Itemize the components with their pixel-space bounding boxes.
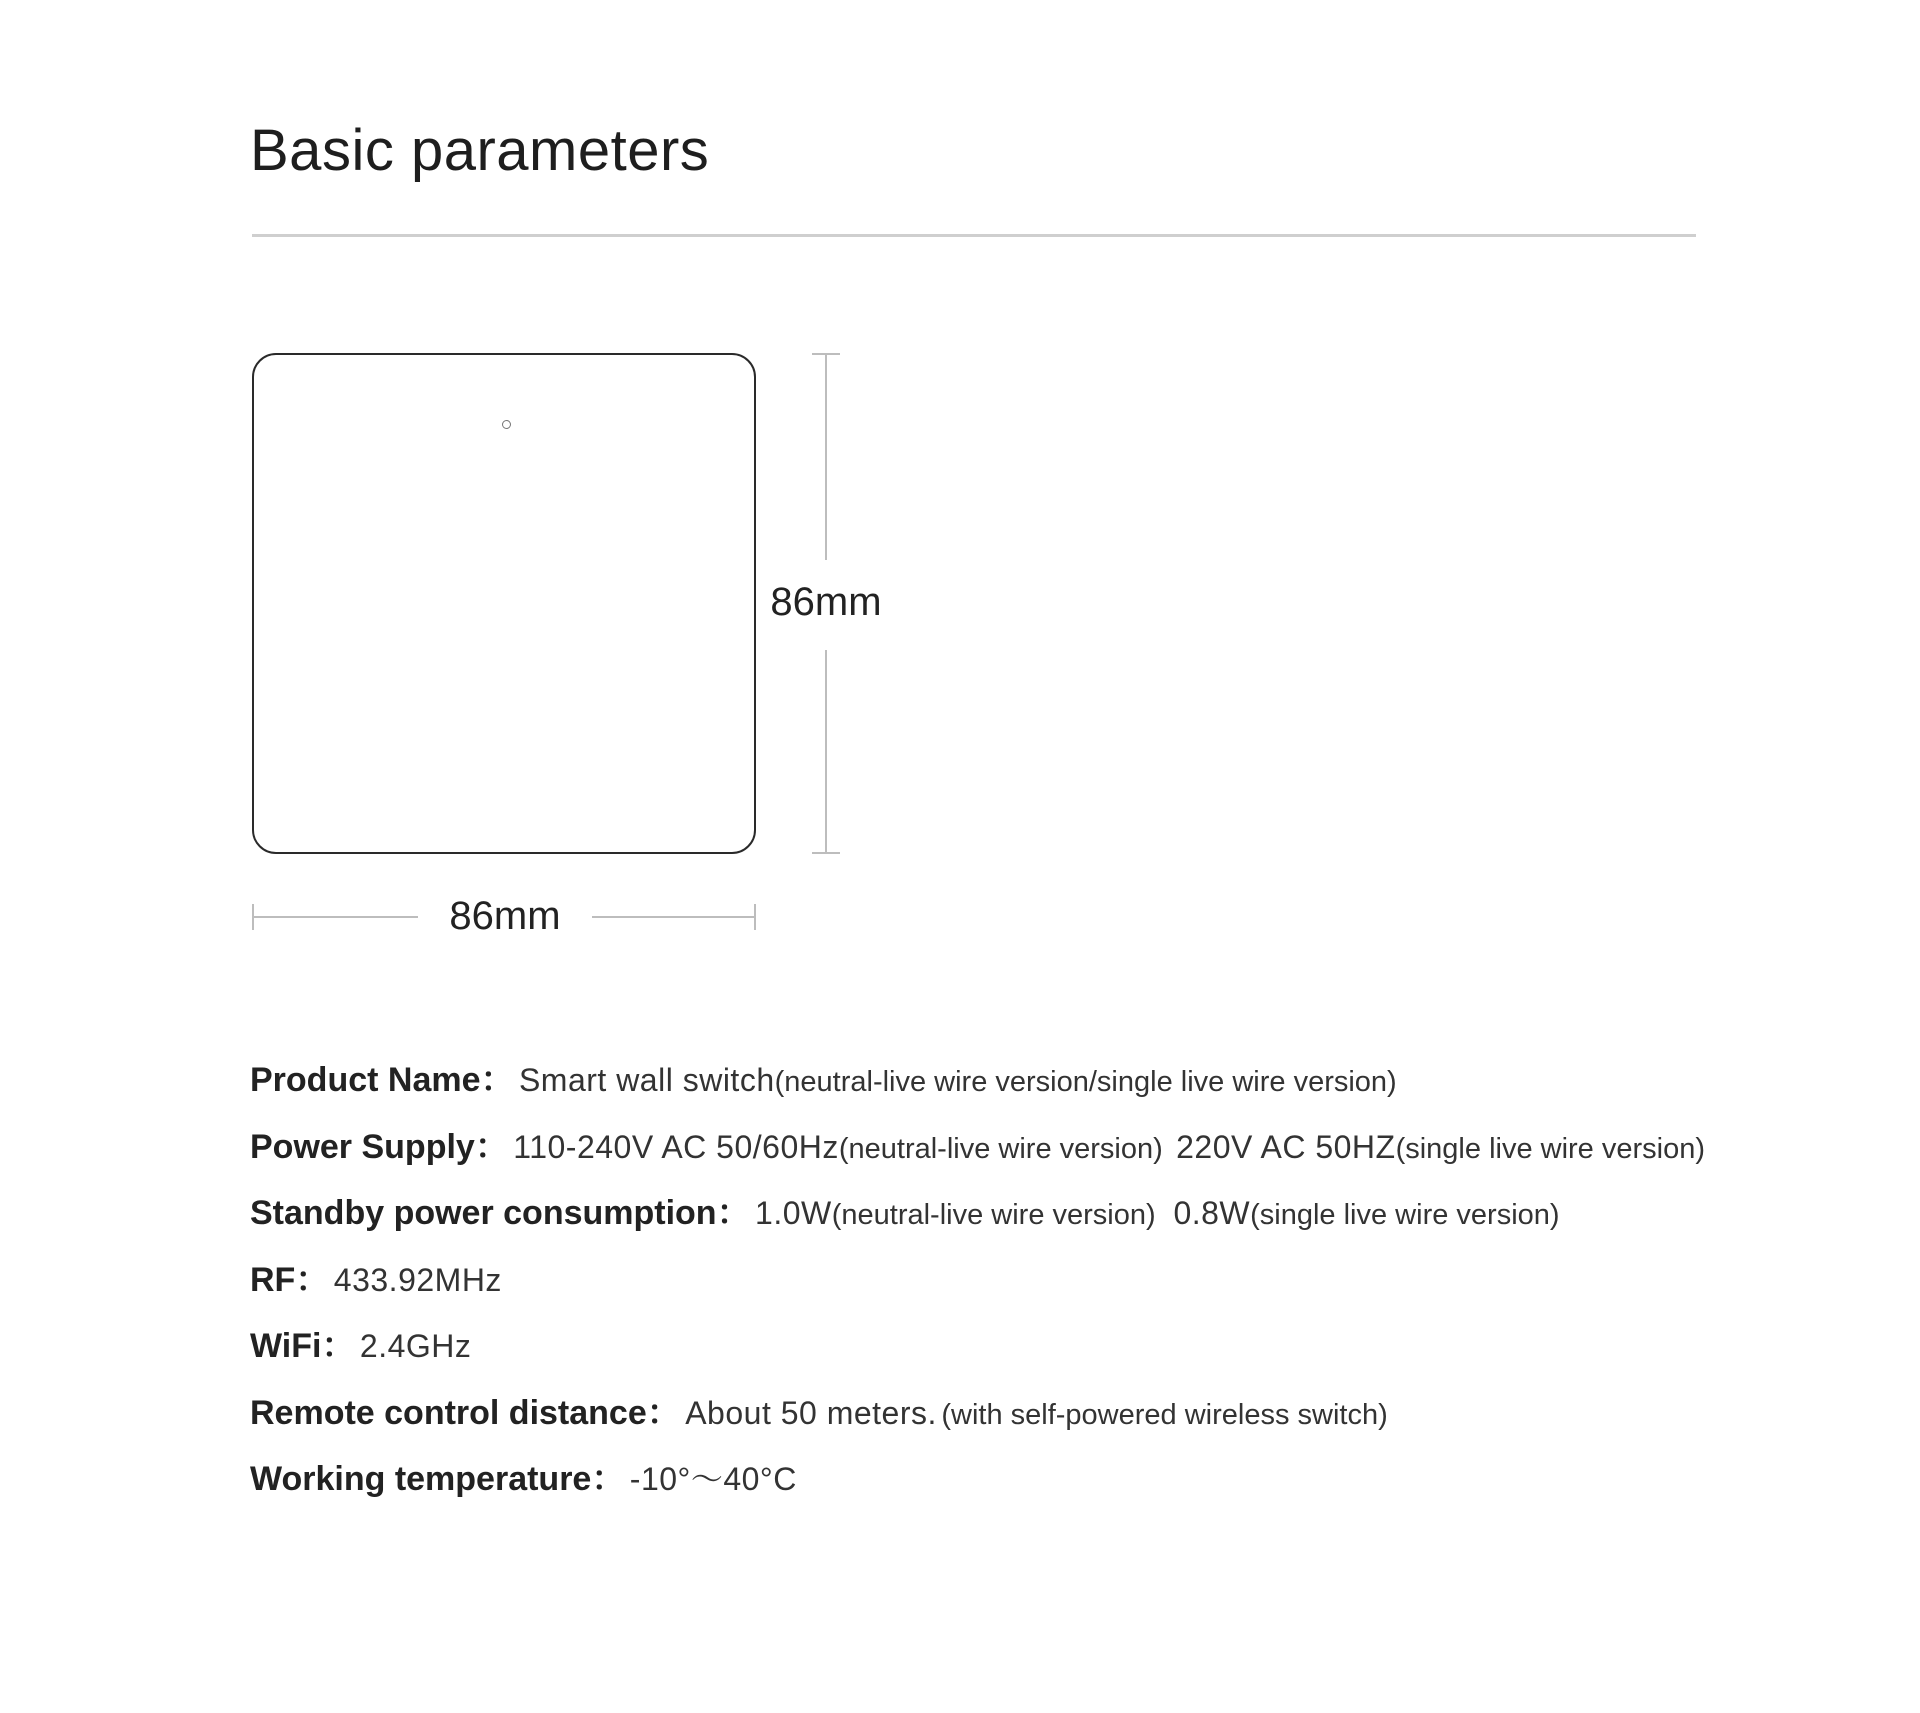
- spec-power-supply: [250, 1123, 1705, 1190]
- height-dimension-line-top: [825, 353, 827, 560]
- width-dimension-line-right: [592, 916, 756, 918]
- spec-label: Remote control distance：: [250, 1393, 681, 1432]
- spec-value: 2.4GHz: [359, 1328, 472, 1364]
- spec-label: Working temperature：: [250, 1460, 626, 1498]
- spec-rf: [250, 1256, 1705, 1323]
- spec-value: 433.92MHz: [333, 1261, 502, 1298]
- spec-note: (with self-powered wireless switch): [941, 1398, 1388, 1431]
- height-dimension-label: 86mm: [770, 580, 882, 624]
- spec-label: WiFi：: [250, 1327, 356, 1365]
- spec-label: RF：: [250, 1260, 330, 1299]
- title-divider: [252, 234, 1696, 237]
- height-dimension-line-bottom: [825, 650, 827, 854]
- spec-note-secondary: (single live wire version): [1395, 1132, 1706, 1165]
- spec-list: [250, 1056, 1705, 1522]
- spec-note: (neutral-live wire version/single live wire version): [774, 1066, 1397, 1098]
- spec-wifi: [250, 1322, 1705, 1389]
- spec-value: Smart wall switch: [518, 1062, 775, 1098]
- spec-label: Power Supply：: [250, 1127, 509, 1166]
- spec-value: 110-240V AC 50/60Hz: [513, 1128, 839, 1165]
- switch-panel-illustration: [252, 353, 756, 854]
- spec-working-temperature: [250, 1455, 1705, 1522]
- spec-note-secondary: (single live wire version): [1250, 1199, 1560, 1231]
- spec-value: 1.0W: [755, 1195, 832, 1231]
- spec-note: (neutral-live wire version): [831, 1199, 1156, 1231]
- spec-note: (neutral-live wire version): [838, 1132, 1163, 1165]
- spec-product-name: [250, 1056, 1705, 1123]
- indicator-light-icon: [502, 420, 511, 429]
- spec-standby-power: [250, 1189, 1705, 1256]
- spec-remote-distance: [250, 1389, 1705, 1456]
- width-dimension-label: 86mm: [449, 894, 561, 938]
- spec-label: Product Name：: [250, 1061, 515, 1099]
- spec-value: About 50 meters.: [685, 1394, 937, 1431]
- page-title: Basic parameters: [250, 118, 710, 183]
- width-dimension-line-left: [252, 916, 418, 918]
- height-dimension-bottom-cap: [812, 852, 840, 854]
- spec-value-secondary: 220V AC 50HZ: [1176, 1128, 1396, 1165]
- spec-label: Standby power consumption：: [250, 1194, 751, 1232]
- spec-value: -10°～40°C: [629, 1461, 797, 1497]
- width-dimension-right-cap: [754, 904, 756, 930]
- spec-value-secondary: 0.8W: [1173, 1195, 1251, 1231]
